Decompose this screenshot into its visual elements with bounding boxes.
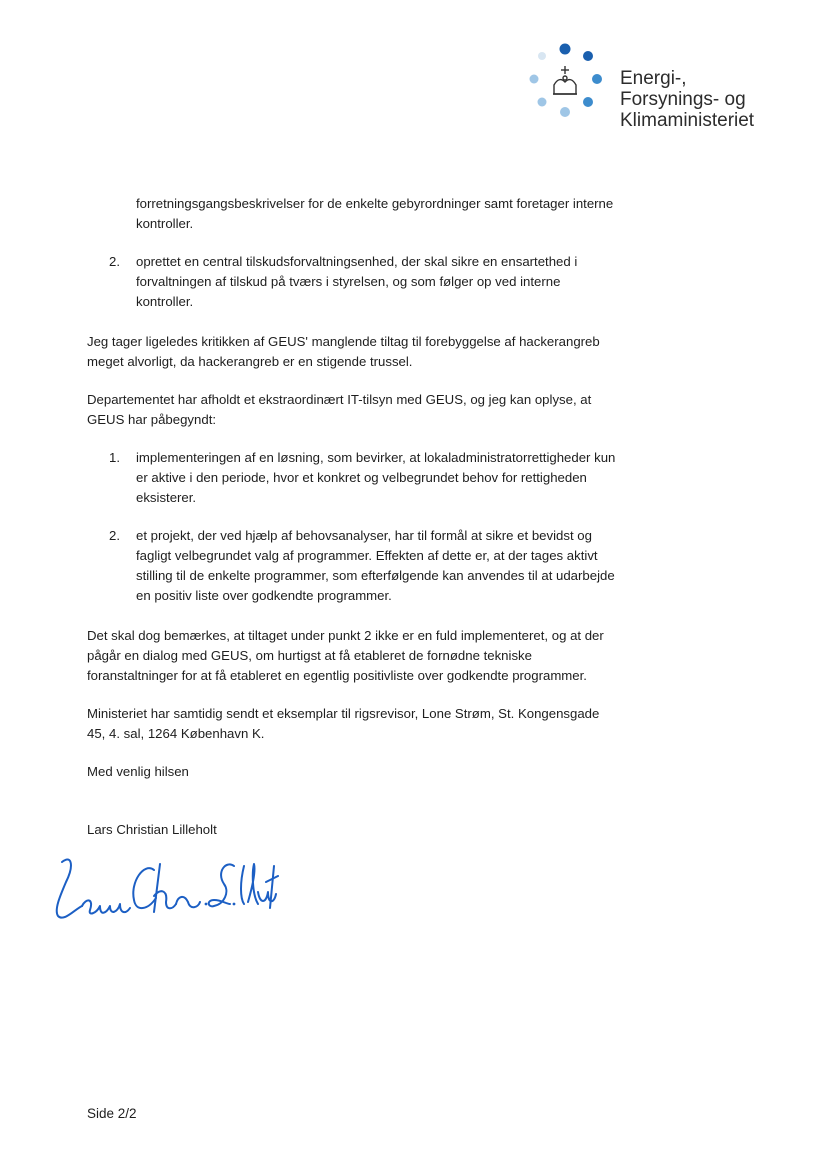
- list-number: 2.: [109, 254, 120, 269]
- ministry-name-line: Energi-,: [620, 68, 687, 89]
- handwritten-signature: [48, 852, 288, 937]
- copy-paragraph: Ministeriet har samtidig sendt et eksemplar til rigsrevisor, Lone Strøm, St. Kongensgade 45, 4. sal, 1264 København K.: [87, 706, 600, 741]
- note-paragraph: Det skal dog bemærkes, at tiltaget under punkt 2 ikke er en fuld implementeret, og at der pågår en dialog med GEUS, om hurtigst at få etableret de fornødne tekniske foranstaltninger for at få etableret en egentlig positivliste over godkendte programmer.: [87, 628, 604, 683]
- list-text: implementeringen af en løsning, som bevirker, at lokaladministratorrettigheder kun er aktive i den periode, hvor et konkret og velbegrundet behov for rettigheden eksisterer.: [136, 450, 616, 505]
- hacker-paragraph: Jeg tager ligeledes kritikken af GEUS' manglende tiltag til forebyggelse af hackerangreb meget alvorligt, da hackerangreb er en stigende trussel.: [87, 334, 600, 369]
- list-item: [87, 448, 617, 508]
- closing: Med venlig hilsen: [87, 764, 189, 779]
- signature-icon: [48, 852, 288, 932]
- ministry-name: [620, 68, 754, 131]
- list-number: 2.: [109, 528, 120, 543]
- continuation-paragraph: forretningsgangsbeskrivelser for de enkelte gebyrordninger samt foretager interne kontroller.: [136, 196, 614, 231]
- list-number: 1.: [109, 450, 120, 465]
- logo-dot: [560, 107, 570, 117]
- logo-dot: [583, 51, 593, 61]
- ministry-name-line: Forsynings- og: [620, 89, 746, 110]
- logo-dot: [538, 98, 547, 107]
- department-paragraph: Departementet har afholdt et ekstraordinært IT-tilsyn med GEUS, og jeg kan oplyse, at GEUS har påbegyndt:: [87, 392, 592, 427]
- list-item: [87, 252, 617, 312]
- logo-dot: [583, 97, 593, 107]
- logo-dot: [530, 75, 539, 84]
- ministry-name-line: Klimaministeriet: [620, 110, 755, 131]
- list-item: [87, 526, 617, 606]
- logo-dot: [560, 44, 571, 55]
- letter-body: [87, 194, 617, 840]
- ministry-logo: [520, 36, 810, 146]
- logo-dot: [538, 52, 546, 60]
- crown-icon: [553, 66, 577, 94]
- list-text: oprettet en central tilskudsforvaltningsenhed, der skal sikre en ensartethed i forvaltningen af tilskud på tværs i styrelsen, og som følger op ved interne kontroller.: [136, 254, 578, 309]
- list-text: et projekt, der ved hjælp af behovsanalyser, har til formål at sikre et bevidst og fagligt velbegrundet valg af programmer. Effekten af dette er, at der tages aktivt stilling til de enkelte programmer, som efterfølgende kan anvendes til at udarbejde en positiv liste over godkendte programmer.: [136, 528, 615, 603]
- crown-emblem-icon: [520, 36, 620, 136]
- page-number: Side 2/2: [87, 1106, 137, 1121]
- signatory-name: Lars Christian Lilleholt: [87, 822, 217, 837]
- logo-dot: [592, 74, 602, 84]
